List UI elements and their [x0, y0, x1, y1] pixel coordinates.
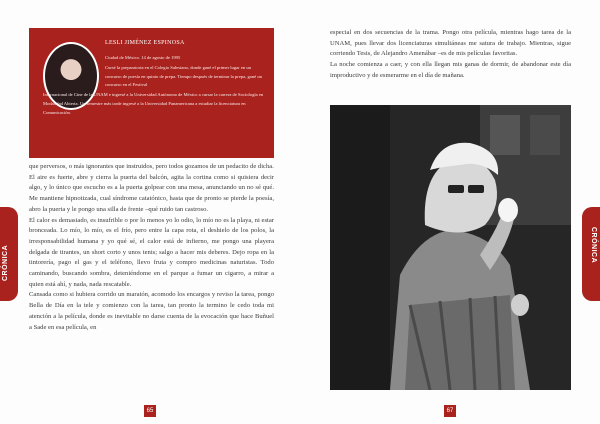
section-tab-right: [582, 207, 600, 301]
section-tab-label: CRÓNICA: [590, 227, 597, 264]
right-body-text: [330, 28, 571, 82]
left-body-text: [29, 162, 274, 333]
street-photo: [330, 105, 571, 390]
author-bio-text: [43, 54, 267, 119]
bio-line: Ciudad de México. 14 de agosto de 1995: [105, 55, 181, 60]
page-number-right: 67: [444, 405, 456, 417]
paragraph: El aire es fuerte, abre y cierra la puerta del balcón, agita la cortina como si quisiera decir algo, y lo único que escucho es a la puerta golpear con una mesa, anunciando un no sé qué. Me mantiene hipnotizada, cual síndrome catatónico, hasta que de pronto se pierde la poesía, abro la puerta y le pongo una silla de frente –qué ruido tan castroso.: [29, 173, 274, 213]
section-tab-label: CRÓNICA: [2, 244, 9, 281]
photo-illustration: [330, 105, 571, 390]
page-number-left: 65: [144, 405, 156, 417]
bio-line: Internacional de Cine de la UNAM e ingresé a la Universidad Autónoma de México a cursar la carrera de Sociología en Modalidad Abierta. Un semestre más tarde ingresé a la Universidad Panamericana a estudiar la licenciatura en Comunicación.: [43, 92, 264, 115]
paragraph: La noche comienza a caer, y con ella llegan mis ganas de dormir, de abandonar este día improductivo y de esmerarme en el día de mañana.: [330, 61, 571, 79]
author-name: LESLI JIMÉNEZ ESPINOSA: [105, 40, 185, 46]
paragraph: El calor es demasiado, es insufrible o por lo menos yo lo odio, lo mío no es la playa, ni estar bronceada. Lo mío, lo mío, es el frío, pero entre la capa rota, el deshielo de los polos, la irresponsabilidad humana y yo qué sé, el calor está de infierno, me pongo una playera delgada de tirantes, un short corto y unos tenis; salgo a hacer mis deberes. Dejo ropa en la tintorería, pago el gas y el teléfono, llevo fruta y compro medicinas naturistas. Todo caminando, buscando sombra, deteniéndome en el parque a fumar un cigarro, a mirar a quien está ahí, y nada, nada rescatable.: [29, 216, 274, 288]
paragraph: que perversos, o más ignorantes que instruidos, pero todos gozamos de un pedacito de dicha.: [29, 163, 274, 170]
paragraph: Cansada como si hubiera corrido un maratón, acomodo los encargos y reviso la tarea, pongo Bella de Día en la tele y comienzo con la tarea, tan pronto la termino le cedo toda mi atención a la película, donde es inevitable no darse cuenta de la evocación que hace Buñuel a Sade en esa película, en: [29, 291, 274, 331]
section-tab-left: [0, 207, 18, 301]
paragraph: especial en dos secuencias de la trama. Pongo otra película, mientras hago tarea de la UNAM, pues llevar dos licenciaturas simultáneas me satura de trabajo. Mientras, sigue corriendo Tesis, de Alejandro Amenábar –es de mis películas favoritas.: [330, 29, 571, 58]
bio-line: Cursé la preparatoria en el Colegio Salesiano, donde gané el primer lugar en un concurso de poesía en quinto de prepa. Tiempo después de terminar la prepa, gané un concurso en el Festival: [105, 65, 262, 88]
author-bio-box: [29, 28, 274, 158]
